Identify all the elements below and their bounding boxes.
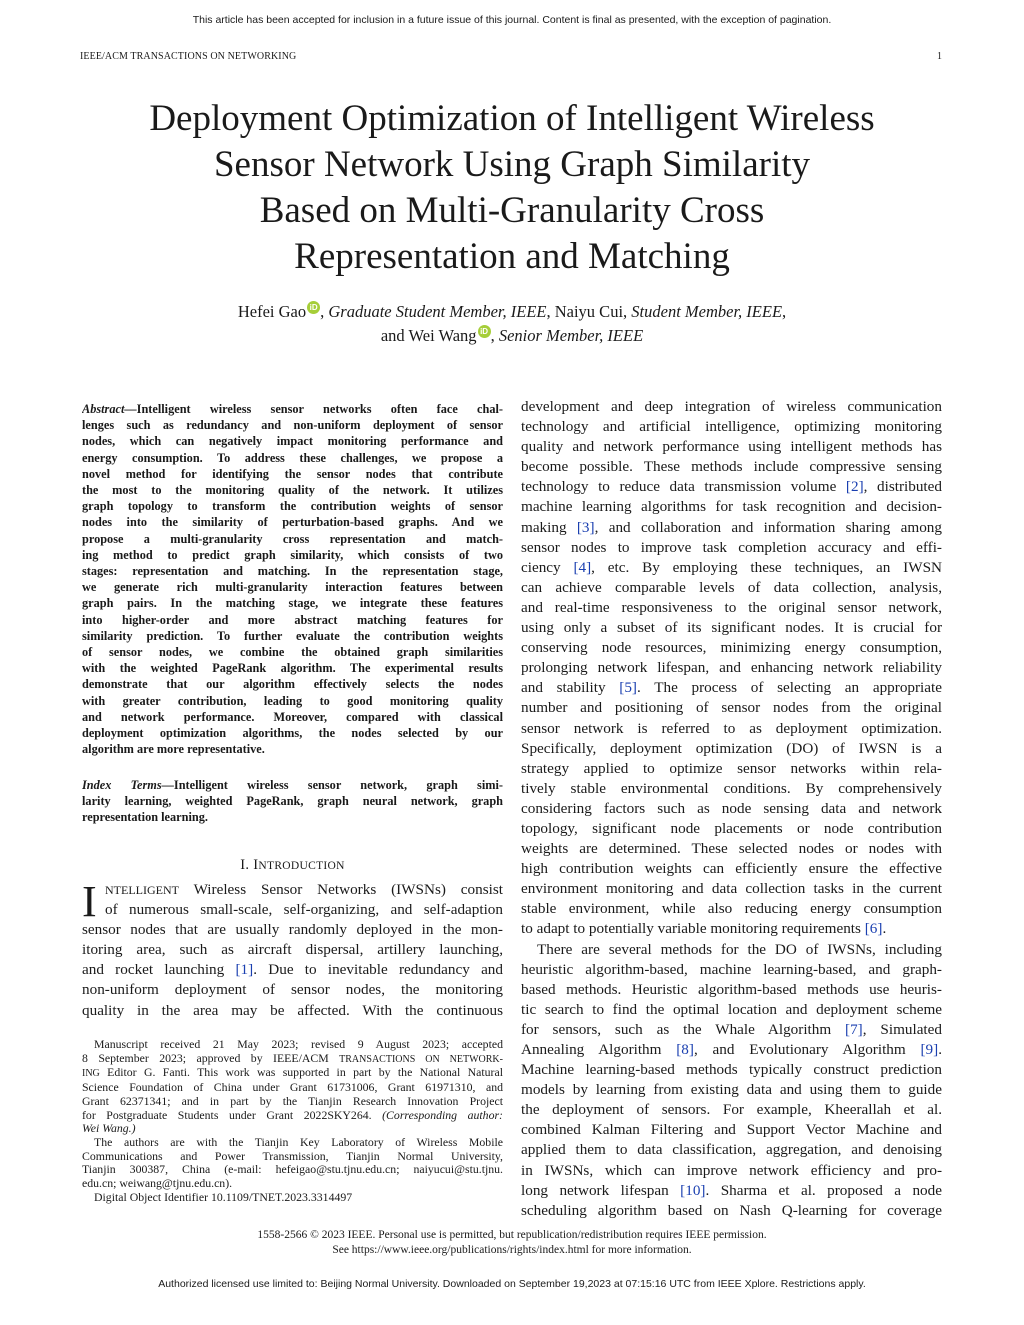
introduction-text bbox=[82, 877, 503, 1021]
abstract-line: graph pairs. In the matching stage, we integrate these features bbox=[82, 596, 503, 611]
abstract-line: of sensor nodes, we combine the obtained graph similarities bbox=[82, 645, 503, 660]
citation-link[interactable]: [10] bbox=[680, 1181, 706, 1199]
body-line: long network lifespan bbox=[521, 1181, 681, 1199]
citation-link[interactable]: [1] bbox=[235, 961, 254, 979]
body-line: can achieve comparable levels of data collection, analysis, bbox=[521, 578, 942, 596]
section-title-cap: I bbox=[253, 857, 259, 873]
author-affiliation: Graduate Student Member, IEEE bbox=[328, 302, 547, 321]
copyright-notice bbox=[0, 1228, 1024, 1258]
body-line: , and collaboration and information sharing among bbox=[594, 518, 942, 536]
abstract-line: stages: representation and matching. In the representation stage, bbox=[82, 564, 503, 579]
citation-link[interactable]: [2] bbox=[845, 478, 864, 496]
footnote-corresponding: (Corresponding author: bbox=[382, 1108, 503, 1122]
intro-line: quality in the area may be affected. With the continuous bbox=[82, 1001, 503, 1019]
footnote-journal: TRANSACTIONS ON NETWORK- bbox=[339, 1053, 503, 1065]
abstract-label: Abstract— bbox=[82, 402, 137, 416]
body-line: technology and artificial intelligence, optimizing monitoring bbox=[521, 418, 942, 436]
body-line: , and Evolutionary Algorithm bbox=[693, 1041, 921, 1058]
section-heading bbox=[82, 857, 503, 874]
author-list: Hefei Gao iD , Graduate Student Member, IEEE, Naiyu Cui, Student Member, IEEE, bbox=[237, 302, 787, 321]
footnote-line: The authors are with the Tianjin Key Laboratory of Wireless Mobile bbox=[94, 1135, 503, 1149]
body-line: . bbox=[882, 920, 887, 938]
intro-line: sensor nodes that are usually randomly deployed in the mon- bbox=[82, 921, 503, 939]
body-line: , etc. By employing these techniques, an IWSN bbox=[591, 558, 942, 576]
footnote-line: Tianjin 300387, China (e-mail: hefeigao@stu.tjnu.edu.cn; naiyucui@stu.tjnu. bbox=[82, 1163, 503, 1177]
body-line: Annealing Algorithm bbox=[521, 1041, 677, 1058]
doi-line: Digital Object Identifier 10.1109/TNET.2023.3314497 bbox=[94, 1190, 353, 1204]
body-line: development and deep integration of wireless communication bbox=[521, 398, 942, 415]
title-line: Based on Multi-Granularity Cross bbox=[259, 190, 765, 231]
license-notice: Authorized licensed use limited to: Beijing Normal University. Downloaded on September 19,2023 at 07:15:16 UTC from IEEE Xplore. Restrictions apply. bbox=[158, 1278, 866, 1290]
abstract bbox=[82, 401, 503, 757]
author-affiliation: Senior Member, IEEE bbox=[498, 326, 644, 345]
drop-cap: I bbox=[82, 877, 97, 926]
abstract-line: demonstrate that our algorithm effectively selects the nodes bbox=[82, 677, 503, 692]
abstract-line: with the weighted PageRank algorithm. The experimental results bbox=[82, 661, 503, 676]
body-line: . The process of selecting an appropriate bbox=[636, 679, 942, 697]
abstract-line: graph topology to transform the contribution weights of sensor bbox=[82, 499, 503, 514]
citation-link[interactable]: [5] bbox=[619, 679, 637, 697]
body-line: high contribution weights can efficiently ensure the effective bbox=[521, 860, 942, 878]
author-name: Hefei Gao bbox=[237, 302, 307, 321]
page-number: 1 bbox=[937, 51, 942, 62]
intro-line: and rocket launching bbox=[82, 961, 236, 979]
index-terms-line: Intelligent wireless sensor network, graph simi- bbox=[173, 778, 503, 792]
body-line: models by learning from existing data and using them to guide bbox=[521, 1081, 942, 1099]
body-line: sensor network is referred to as deployment optimization. bbox=[521, 719, 942, 737]
body-line: for sensors, such as the Whale Algorithm bbox=[521, 1020, 846, 1038]
body-line: in IWSNs, which can improve network efficiency and pro- bbox=[521, 1161, 942, 1179]
section-number: I. bbox=[240, 857, 250, 873]
footnote-line: Science Foundation of China under Grant 61731006, Grant 61971310, and bbox=[82, 1081, 503, 1095]
index-terms-line: larity learning, weighted PageRank, graph neural network, graph bbox=[82, 794, 503, 809]
author-list-continued: and Wei Wang iD , Senior Member, IEEE bbox=[380, 326, 644, 345]
abstract-line: deployment optimization algorithms, the nodes selected by our bbox=[82, 726, 503, 741]
footnote-line: Communications and Power Transmission, Tianjin Normal University, bbox=[82, 1149, 503, 1163]
footnote-line: for Postgraduate Students under Grant 2022SKY264. bbox=[82, 1108, 383, 1122]
body-line: applied them to data classification, aggregation, and denoising bbox=[521, 1141, 942, 1159]
body-line: scheduling algorithm based on Nash Q-learning for coverage bbox=[521, 1201, 942, 1219]
author-affiliation: Student Member, IEEE bbox=[631, 302, 783, 321]
title-line: Representation and Matching bbox=[294, 236, 730, 277]
abstract-line: novel method for identifying the sensor nodes that contribute bbox=[82, 466, 503, 481]
section-title-rest: NTRODUCTION bbox=[258, 860, 345, 872]
body-line: number and positioning of sensor nodes from the original bbox=[521, 699, 942, 717]
abstract-line: we generate rich multi-granularity interaction features between bbox=[82, 580, 503, 595]
body-line: the deployment of sensors. For example, Kheerallah et al. bbox=[521, 1101, 942, 1119]
citation-link[interactable]: [9] bbox=[920, 1041, 939, 1058]
journal-notice: This article has been accepted for inclusion in a future issue of this journal. Content is final as presented, with the exception of pagination. bbox=[192, 14, 832, 26]
abstract-line: lenges such as redundancy and non-uniform deployment of sensor bbox=[82, 418, 503, 433]
body-line: machine learning algorithms for task recognition and decision- bbox=[521, 498, 942, 516]
body-line: based methods. Heuristic algorithm-based methods use heuris- bbox=[521, 980, 942, 998]
copyright-line: 1558-2566 © 2023 IEEE. Personal use is permitted, but republication/redistribution requires IEEE permission. bbox=[257, 1229, 767, 1241]
copyright-line[interactable]: See https://www.ieee.org/publications/rights/index.html for more information. bbox=[332, 1244, 692, 1256]
abstract-line: ing method to predict graph similarity, which consists of two bbox=[82, 547, 503, 562]
body-line: ciency bbox=[521, 558, 574, 576]
footnote-line: 8 September 2023; approved by IEEE/ACM bbox=[82, 1051, 340, 1065]
body-line: heuristic algorithm-based, machine learning-based, and graph- bbox=[521, 960, 942, 978]
citation-link[interactable]: [6] bbox=[864, 920, 883, 938]
body-line: sensor nodes to improve task completion accuracy and effi- bbox=[521, 538, 942, 556]
index-terms bbox=[82, 777, 503, 826]
body-line: conserving node resources, minimizing energy consumption, bbox=[521, 639, 942, 657]
abstract-line: into higher-order and more abstract matching features for bbox=[82, 612, 503, 627]
body-line: combined Kalman Filtering and Support Vector Machine and bbox=[521, 1121, 942, 1139]
running-head: IEEE/ACM TRANSACTIONS ON NETWORKING bbox=[80, 51, 297, 62]
index-terms-line: representation learning. bbox=[82, 810, 208, 825]
citation-link[interactable]: [3] bbox=[576, 518, 595, 536]
citation-link[interactable]: [8] bbox=[676, 1041, 694, 1058]
body-line: Machine learning-based methods typically construct prediction bbox=[521, 1061, 942, 1079]
body-line: strategy applied to optimize sensor networks within rela- bbox=[521, 759, 942, 777]
abstract-line: similarity prediction. To further evaluate the contribution weights bbox=[82, 628, 503, 643]
abstract-line: propose a multi-granularity cross representation and match- bbox=[82, 531, 503, 546]
body-line: There are several methods for the DO of IWSNs, including bbox=[537, 940, 942, 958]
intro-first-word: NTELLIGENT bbox=[105, 883, 179, 897]
body-line: . Sharma et al. proposed a node bbox=[705, 1181, 942, 1199]
body-line: weights are determined. These selected nodes or nodes with bbox=[521, 840, 942, 858]
right-column-text bbox=[521, 397, 942, 1221]
abstract-line: the most to the monitoring quality of the network. It utilizes bbox=[82, 483, 503, 498]
orcid-icon[interactable]: iD bbox=[478, 325, 491, 338]
body-line: tively stable environmental conditions. By comprehensively bbox=[521, 779, 942, 797]
body-line: tic search to find the optimal location and deployment scheme bbox=[521, 1000, 942, 1018]
body-line: making bbox=[521, 518, 577, 536]
body-line: considering factors such as node sensing data and network bbox=[521, 799, 942, 817]
abstract-line: nodes into the similarity of perturbation-based graphs. And we bbox=[82, 515, 503, 530]
abstract-line: Intelligent wireless sensor networks often face chal- bbox=[136, 402, 503, 416]
index-terms-label: Index Terms— bbox=[82, 778, 174, 792]
intro-line: Wireless Sensor Networks (IWSNs) consist bbox=[178, 881, 503, 898]
body-line: and real-time responsiveness to the original sensor network, bbox=[521, 598, 942, 616]
footnote-journal: ING bbox=[82, 1068, 100, 1080]
intro-line: . Due to inevitable redundancy and bbox=[253, 961, 503, 979]
footnote-line: Manuscript received 21 May 2023; revised 9 August 2023; accepted bbox=[94, 1038, 503, 1051]
abstract-line: and network performance. Moreover, compared with classical bbox=[82, 709, 503, 724]
body-line: to adapt to potentially variable monitoring requirements bbox=[521, 920, 865, 938]
body-line: quality and network performance using intelligent methods has bbox=[521, 438, 942, 456]
footnote-corresponding: Wei Wang.) bbox=[82, 1122, 136, 1136]
abstract-line: energy consumption. To address these challenges, we propose a bbox=[82, 450, 503, 465]
title-line: Sensor Network Using Graph Similarity bbox=[213, 144, 811, 185]
body-line: become possible. These methods include compressive sensing bbox=[521, 458, 942, 476]
abstract-line: algorithm are more representative. bbox=[82, 742, 265, 757]
body-line: and stability bbox=[521, 679, 620, 697]
body-line: . bbox=[938, 1041, 942, 1058]
body-line: technology to reduce data transmission volume bbox=[521, 478, 846, 496]
paper-title bbox=[90, 96, 934, 280]
author-name: Naiyu Cui bbox=[554, 302, 624, 321]
body-line: , Simulated bbox=[862, 1020, 942, 1038]
body-line: , distributed bbox=[863, 478, 942, 496]
intro-line: of numerous small-scale, self-organizing, and self-adaption bbox=[105, 901, 503, 919]
footnote-line: Editor G. Fanti. This work was supported in part by the National Natural bbox=[99, 1066, 503, 1080]
author-name: and Wei Wang bbox=[380, 326, 477, 345]
footnote-line: edu.cn; weiwang@tjnu.edu.cn). bbox=[82, 1177, 233, 1191]
intro-line: non-uniform deployment of sensor nodes, the monitoring bbox=[82, 981, 503, 999]
abstract-line: with greater contribution, leading to good monitoring quality bbox=[82, 693, 503, 708]
footnote-line: Grant 62371341; and in part by the Tianjin Research Innovation Project bbox=[82, 1094, 503, 1108]
body-line: Specifically, deployment optimization (DO) of IWSN is a bbox=[521, 739, 942, 757]
body-line: prolonging network lifespan, and enhancing network reliability bbox=[521, 659, 942, 677]
footnote bbox=[82, 1038, 503, 1204]
body-line: topology, significant node placements or node contribution bbox=[521, 819, 942, 837]
body-line: using only a subset of its significant nodes. It is crucial for bbox=[521, 619, 942, 637]
citation-link[interactable]: [4] bbox=[573, 558, 592, 576]
title-line: Deployment Optimization of Intelligent Wireless bbox=[149, 98, 875, 139]
intro-line: itoring area, such as aircraft dispersal, artillery launching, bbox=[82, 941, 503, 959]
citation-link[interactable]: [7] bbox=[845, 1020, 863, 1038]
body-line: stable environment, while also reducing energy consumption bbox=[521, 900, 942, 918]
abstract-line: nodes, which can negatively impact monitoring performance and bbox=[82, 434, 503, 449]
orcid-icon[interactable]: iD bbox=[307, 301, 320, 314]
body-line: environment monitoring and data collection tasks in the current bbox=[521, 880, 942, 898]
